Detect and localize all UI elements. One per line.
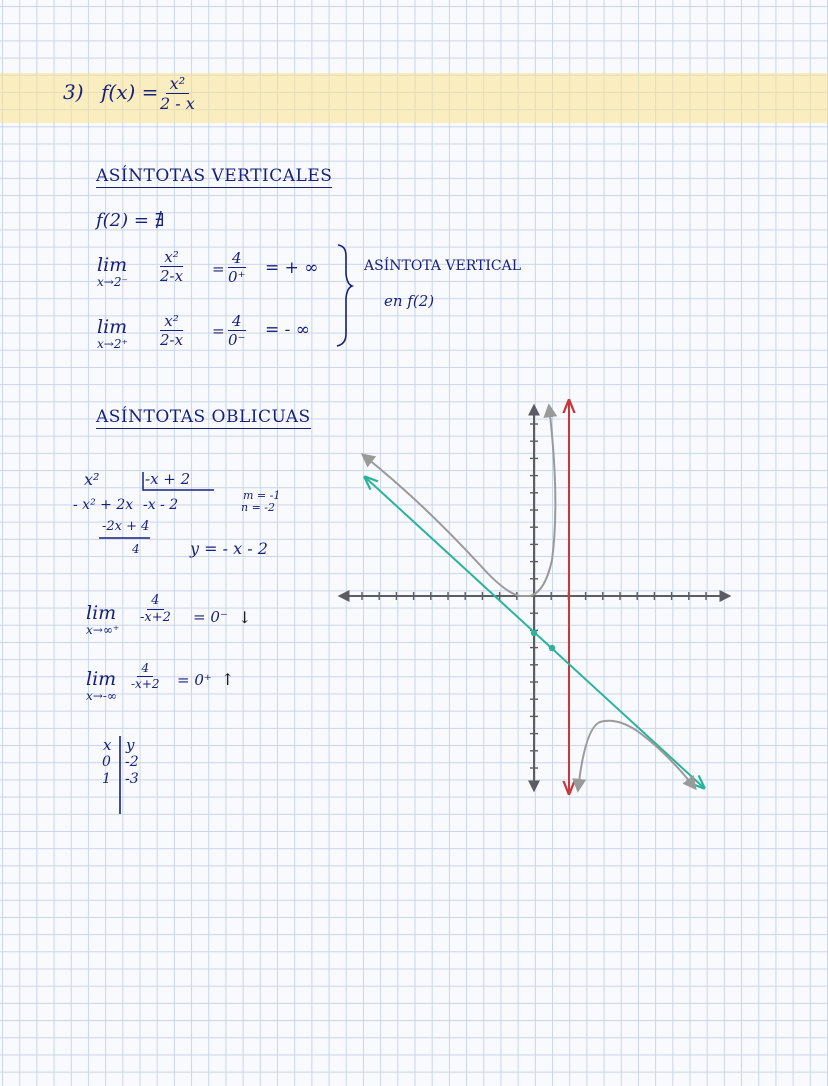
oblique-asymptote-equation: y = - x - 2 xyxy=(190,539,268,558)
limit-minus-infinity-result: = 0⁺ xyxy=(177,671,212,689)
limit-minus-infinity: lim x→-∞ xyxy=(86,668,117,703)
vertical-asymptote-location: en f(2) xyxy=(384,292,435,310)
table-cell: 0 xyxy=(102,754,111,770)
limit-left: lim x→2⁻ xyxy=(97,254,128,289)
oblique-asymptotes-title: ASÍNTOTAS OBLICUAS xyxy=(96,407,311,427)
division-remainder: 4 xyxy=(132,542,140,556)
table-cell: -2 xyxy=(125,754,139,770)
limit-left-fraction: $\frac{\text{x²}}{2-x}$ xyxy=(160,248,184,286)
limit-left-value-fraction: $\frac{4}{0^+}$ xyxy=(228,249,246,287)
function-denominator: 2 - x xyxy=(160,94,195,114)
limit-plus-infinity-result: = 0⁻ xyxy=(193,608,228,626)
vertical-asymptotes-title: ASÍNTOTAS VERTICALES xyxy=(96,166,333,186)
function-numerator: x² xyxy=(166,75,189,94)
limit-plus-infinity-fraction: $\frac{4}{-x+2}$ xyxy=(140,593,171,625)
point-0-neg2 xyxy=(531,630,537,636)
slope-m: m = -1 xyxy=(243,489,281,502)
arrow-up-icon: ↑ xyxy=(221,670,235,689)
limit-right-value-fraction: $\frac{4}{0^-}$ xyxy=(228,312,246,350)
limit-minus-infinity-fraction: $\frac{4}{-x+2}$ xyxy=(131,661,160,691)
table-header-x: x xyxy=(103,736,112,754)
vertical-asymptote-note: ASÍNTOTA VERTICAL xyxy=(364,258,522,274)
limit-left-result: = + ∞ xyxy=(265,258,319,278)
equals: = xyxy=(212,322,225,340)
curve-right-branch xyxy=(578,721,695,790)
limit-right-result: = - ∞ xyxy=(265,320,310,340)
division-divisor: -x + 2 xyxy=(145,470,191,488)
table-cell: -3 xyxy=(125,771,139,787)
function-lhs: f(x) = xyxy=(101,80,159,104)
intercept-n: n = -2 xyxy=(241,501,276,514)
division-partial: -2x + 4 xyxy=(102,519,150,534)
exercise-number: 3) xyxy=(63,80,84,104)
division-subtraction: - x² + 2x xyxy=(73,497,134,513)
division-quotient: -x - 2 xyxy=(143,497,179,513)
table-cell: 1 xyxy=(102,771,111,787)
division-dividend: x² xyxy=(84,470,100,489)
limit-right: lim x→2⁺ xyxy=(97,316,128,351)
limit-right-fraction: $\frac{\text{x²}}{2-x}$ xyxy=(160,312,184,350)
equals: = xyxy=(212,260,225,278)
f-of-2: f(2) = ∄ xyxy=(96,210,165,231)
arrow-down-icon: ↓ xyxy=(238,608,252,627)
limit-plus-infinity: lim x→∞⁺ xyxy=(86,602,120,637)
table-header-y: y xyxy=(126,736,135,754)
point-1-neg3 xyxy=(549,645,555,651)
